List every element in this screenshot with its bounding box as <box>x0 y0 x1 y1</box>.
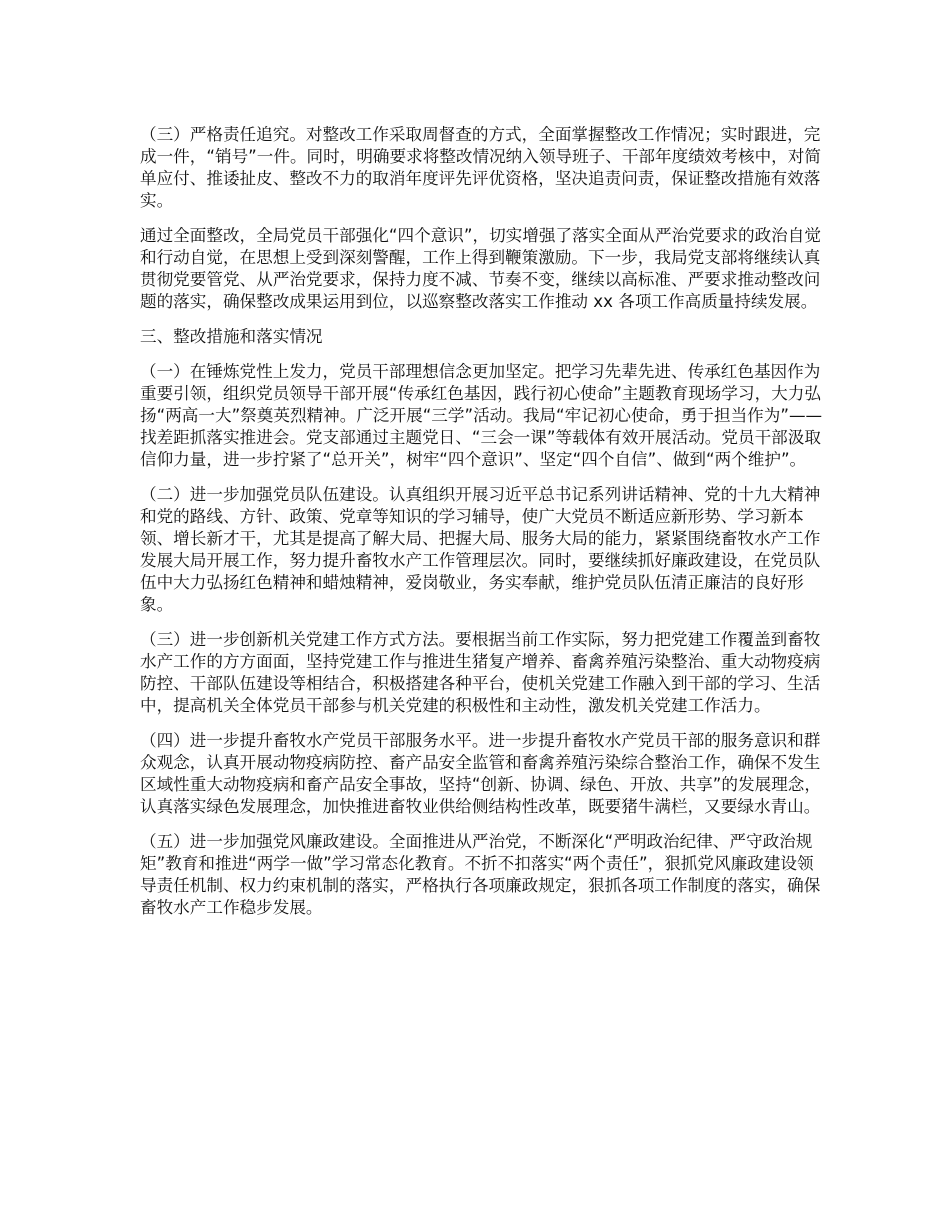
section-heading-measures: 三、整改措施和落实情况 <box>140 327 323 346</box>
paragraph-measure-3: （三）进一步创新机关党建工作方式方法。要根据当前工作实际，努力把党建工作覆盖到畜牧水产工作的方方面面，坚持党建工作与推进生猪复产增养、畜禽养殖污染整治、重大动物疫病防控、干部队伍建设等相结合，积极搭建各种平台，使机关党建工作融入到干部的学习、生活中，提高机关全体党员干部参与机关党建的积极性和主动性，激发机关党建工作活力。 <box>140 630 821 715</box>
paragraph-strict-accountability: （三）严格责任追究。对整改工作采取周督查的方式，全面掌握整改工作情况；实时跟进，完成一件，“销号”一件。同时，明确要求将整改情况纳入领导班子、干部年度绩效考核中，对简单应付、推诿扯皮、整改不力的取消年度评先评优资格，坚决追责问责，保证整改措施有效落实。 <box>140 125 821 210</box>
paragraph-measure-4: （四）进一步提升畜牧水产党员干部服务水平。进一步提升畜牧水产党员干部的服务意识和群众观念，认真开展动物疫病防控、畜产品安全监管和畜禽养殖污染综合整治工作，确保不发生区域性重大动物疫病和畜产品安全事故，坚持“创新、协调、绿色、开放、共享”的发展理念，认真落实绿色发展理念，加快推进畜牧业供给侧结构性改革，既要猪牛满栏，又要绿水青山。 <box>140 731 821 816</box>
paragraph-measure-2: （二）进一步加强党员队伍建设。认真组织开展习近平总书记系列讲话精神、党的十九大精神和党的路线、方针、政策、党章等知识的学习辅导，使广大党员不断适应新形势、学习新本领、增长新才干，尤其是提高了解大局、把握大局、服务大局的能力，紧紧围绕畜牧水产工作发展大局开展工作，努力提升畜牧水产工作管理层次。同时，要继续抓好廉政建设，在党员队伍中大力弘扬红色精神和蜡烛精神，爱岗敬业，务实奉献，维护党员队伍清正廉洁的良好形象。 <box>140 485 821 614</box>
paragraph-measure-5: （五）进一步加强党风廉政建设。全面推进从严治党，不断深化“严明政治纪律、严守政治规矩”教育和推进“两学一做”学习常态化教育。不折不扣落实“两个责任”，狠抓党风廉政建设领导责任机制、权力约束机制的落实，严格执行各项廉政规定，狠抓各项工作制度的落实，确保畜牧水产工作稳步发展。 <box>140 832 821 917</box>
paragraph-rectification-summary: 通过全面整改，全局党员干部强化“四个意识”，切实增强了落实全面从严治党要求的政治自觉和行动自觉，在思想上受到深刻警醒，工作上得到鞭策激励。下一步，我局党支部将继续认真贯彻党要管党、从严治党要求，保持力度不减、节奏不变，继续以高标准、严要求推动整改问题的落实，确保整改成果运用到位，以巡察整改落实工作推动 xx 各项工作高质量持续发展。 <box>140 226 821 311</box>
paragraph-measure-1: （一）在锤炼党性上发力，党员干部理想信念更加坚定。把学习先辈先进、传承红色基因作为重要引领，组织党员领导干部开展“传承红色基因，践行初心使命”主题教育现场学习，大力弘扬“两高一大”祭奠英烈精神。广泛开展“三学”活动。我局“牢记初心使命，勇于担当作为”——找差距抓落实推进会。党支部通过主题党日、“三会一课”等载体有效开展活动。党员干部汲取信仰力量，进一步拧紧了“总开关”，树牢“四个意识”、坚定“四个自信”、做到“两个维护”。 <box>140 362 823 469</box>
document-page <box>140 124 830 932</box>
